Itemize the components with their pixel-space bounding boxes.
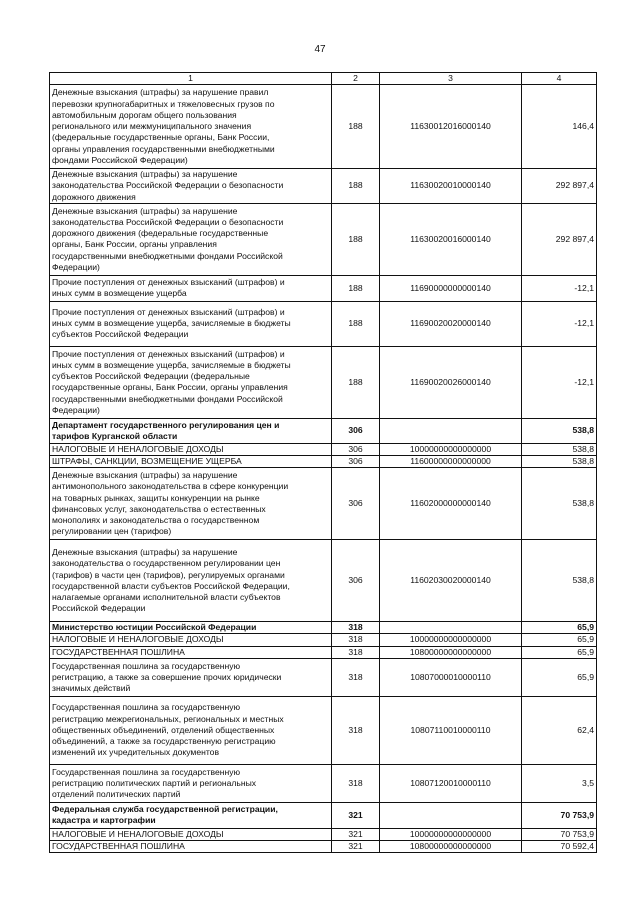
page-number: 47 xyxy=(314,44,326,55)
row-amount: -12,1 xyxy=(522,275,597,301)
row-amount: 70 753,9 xyxy=(522,828,597,840)
table-row xyxy=(50,828,597,840)
row-amount: 146,4 xyxy=(522,85,597,169)
row-amount: 70 592,4 xyxy=(522,841,597,853)
row-admin-code: 188 xyxy=(332,301,380,346)
row-amount: 62,4 xyxy=(522,696,597,764)
table-row xyxy=(50,275,597,301)
row-name: Министерство юстиции Российской Федерации xyxy=(50,622,332,634)
row-budget-class-code: 11600000000000000 xyxy=(380,456,522,468)
row-name: Денежные взыскания (штрафы) за нарушение законодательства о государственном регулировании цен (тарифов) в части цен (тарифов), регулируемых органами государственной власти субъектов Российской Федерации, налагаемые органами исполнительной власти субъектов Российской Федерации xyxy=(50,540,332,622)
row-budget-class-code: 11690020020000140 xyxy=(380,301,522,346)
table-row xyxy=(50,658,597,696)
row-admin-code: 321 xyxy=(332,828,380,840)
row-name: Прочие поступления от денежных взысканий (штрафов) и иных сумм в возмещение ущерба xyxy=(50,275,332,301)
row-admin-code: 318 xyxy=(332,634,380,646)
row-budget-class-code: 11690000000000140 xyxy=(380,275,522,301)
row-budget-class-code: 10000000000000000 xyxy=(380,634,522,646)
table-row xyxy=(50,169,597,204)
row-admin-code: 306 xyxy=(332,540,380,622)
table-row xyxy=(50,764,597,802)
row-amount: -12,1 xyxy=(522,346,597,418)
table-row xyxy=(50,301,597,346)
row-amount: 65,9 xyxy=(522,622,597,634)
row-budget-class-code: 11602000000000140 xyxy=(380,468,522,540)
row-budget-class-code: 10807110010000110 xyxy=(380,696,522,764)
row-admin-code: 318 xyxy=(332,764,380,802)
table-row xyxy=(50,443,597,455)
table-row xyxy=(50,468,597,540)
header-col-1: 1 xyxy=(50,73,332,85)
row-amount: 538,8 xyxy=(522,418,597,443)
row-admin-code: 306 xyxy=(332,418,380,443)
row-amount: 538,8 xyxy=(522,468,597,540)
row-admin-code: 318 xyxy=(332,696,380,764)
row-budget-class-code xyxy=(380,802,522,828)
column-number-header-row xyxy=(50,73,597,85)
table-section-row xyxy=(50,802,597,828)
row-admin-code: 321 xyxy=(332,841,380,853)
row-amount: 65,9 xyxy=(522,634,597,646)
row-amount: 65,9 xyxy=(522,658,597,696)
row-budget-class-code: 10800000000000000 xyxy=(380,646,522,658)
row-name: Прочие поступления от денежных взысканий (штрафов) и иных сумм в возмещение ущерба, зачисляемые в бюджеты субъектов Российской Федерации xyxy=(50,301,332,346)
row-name: Департамент государственного регулирования цен и тарифов Курганской области xyxy=(50,418,332,443)
row-amount: 3,5 xyxy=(522,764,597,802)
table-row xyxy=(50,634,597,646)
row-name: Денежные взыскания (штрафы) за нарушение законодательства Российской Федерации о безопасности дорожного движения xyxy=(50,169,332,204)
row-admin-code: 318 xyxy=(332,646,380,658)
row-admin-code: 188 xyxy=(332,203,380,275)
row-name: Государственная пошлина за государственную регистрацию политических партий и региональных отделений политических партий xyxy=(50,764,332,802)
row-admin-code: 188 xyxy=(332,275,380,301)
table-row xyxy=(50,540,597,622)
row-admin-code: 318 xyxy=(332,658,380,696)
row-admin-code: 306 xyxy=(332,443,380,455)
row-name: Государственная пошлина за государственную регистрацию межрегиональных, региональных и местных общественных объединений, отделений общественных объединений, а также за государственную регистрацию изменений их учредительных документов xyxy=(50,696,332,764)
row-name: Денежные взыскания (штрафы) за нарушение антимонопольного законодательства в сфере конкуренции на товарных рынках, защиты конкуренции на рынке финансовых услуг, законодательства о естественных монополиях и законодательства о государственном регулировании цен (тарифов) xyxy=(50,468,332,540)
row-name: Денежные взыскания (штрафы) за нарушение законодательства Российской Федерации о безопасности дорожного движения (федеральные государственные органы, Банк России, органы управления государственными внебюджетными фондами Российской Федерации) xyxy=(50,203,332,275)
table-row xyxy=(50,85,597,169)
row-amount: -12,1 xyxy=(522,301,597,346)
row-name: Государственная пошлина за государственную регистрацию, а также за совершение прочих юридически значимых действий xyxy=(50,658,332,696)
row-name: НАЛОГОВЫЕ И НЕНАЛОГОВЫЕ ДОХОДЫ xyxy=(50,634,332,646)
row-amount: 538,8 xyxy=(522,443,597,455)
header-col-2: 2 xyxy=(332,73,380,85)
row-name: ШТРАФЫ, САНКЦИИ, ВОЗМЕЩЕНИЕ УЩЕРБА xyxy=(50,456,332,468)
row-name: ГОСУДАРСТВЕННАЯ ПОШЛИНА xyxy=(50,841,332,853)
row-budget-class-code: 10800000000000000 xyxy=(380,841,522,853)
table-row xyxy=(50,841,597,853)
row-budget-class-code: 11630020010000140 xyxy=(380,169,522,204)
row-amount: 292 897,4 xyxy=(522,169,597,204)
row-amount: 538,8 xyxy=(522,456,597,468)
row-admin-code: 188 xyxy=(332,169,380,204)
row-budget-class-code: 11602030020000140 xyxy=(380,540,522,622)
row-amount: 65,9 xyxy=(522,646,597,658)
row-admin-code: 188 xyxy=(332,346,380,418)
row-name: НАЛОГОВЫЕ И НЕНАЛОГОВЫЕ ДОХОДЫ xyxy=(50,828,332,840)
row-budget-class-code xyxy=(380,622,522,634)
row-admin-code: 318 xyxy=(332,622,380,634)
row-budget-class-code: 10000000000000000 xyxy=(380,443,522,455)
row-name: Прочие поступления от денежных взысканий (штрафов) и иных сумм в возмещение ущерба, зачисляемые в бюджеты субъектов Российской Федерации (федеральные государственные органы, Банк России, органы управления государственными внебюджетными фондами Российской Федерации) xyxy=(50,346,332,418)
row-budget-class-code: 11690020026000140 xyxy=(380,346,522,418)
row-budget-class-code: 10000000000000000 xyxy=(380,828,522,840)
table-row xyxy=(50,203,597,275)
header-col-4: 4 xyxy=(522,73,597,85)
table-row xyxy=(50,696,597,764)
table-row xyxy=(50,346,597,418)
row-name: Федеральная служба государственной регистрации, кадастра и картографии xyxy=(50,802,332,828)
row-admin-code: 188 xyxy=(332,85,380,169)
row-name: Денежные взыскания (штрафы) за нарушение правил перевозки крупногабаритных и тяжеловесных грузов по автомобильным дорогам общего пользования регионального или межмуниципального значения (федеральные государственные органы, Банк России, органы управления государственными внебюджетными фондами Российской Федерации) xyxy=(50,85,332,169)
row-admin-code: 306 xyxy=(332,456,380,468)
row-budget-class-code: 11630020016000140 xyxy=(380,203,522,275)
header-col-3: 3 xyxy=(380,73,522,85)
budget-revenue-table xyxy=(49,72,597,853)
row-name: НАЛОГОВЫЕ И НЕНАЛОГОВЫЕ ДОХОДЫ xyxy=(50,443,332,455)
row-budget-class-code: 11630012016000140 xyxy=(380,85,522,169)
row-amount: 538,8 xyxy=(522,540,597,622)
row-amount: 292 897,4 xyxy=(522,203,597,275)
table-row xyxy=(50,646,597,658)
row-name: ГОСУДАРСТВЕННАЯ ПОШЛИНА xyxy=(50,646,332,658)
row-budget-class-code: 10807120010000110 xyxy=(380,764,522,802)
row-admin-code: 321 xyxy=(332,802,380,828)
row-amount: 70 753,9 xyxy=(522,802,597,828)
row-budget-class-code: 10807000010000110 xyxy=(380,658,522,696)
table-row xyxy=(50,456,597,468)
row-admin-code: 306 xyxy=(332,468,380,540)
table-section-row xyxy=(50,622,597,634)
row-budget-class-code xyxy=(380,418,522,443)
table-section-row xyxy=(50,418,597,443)
